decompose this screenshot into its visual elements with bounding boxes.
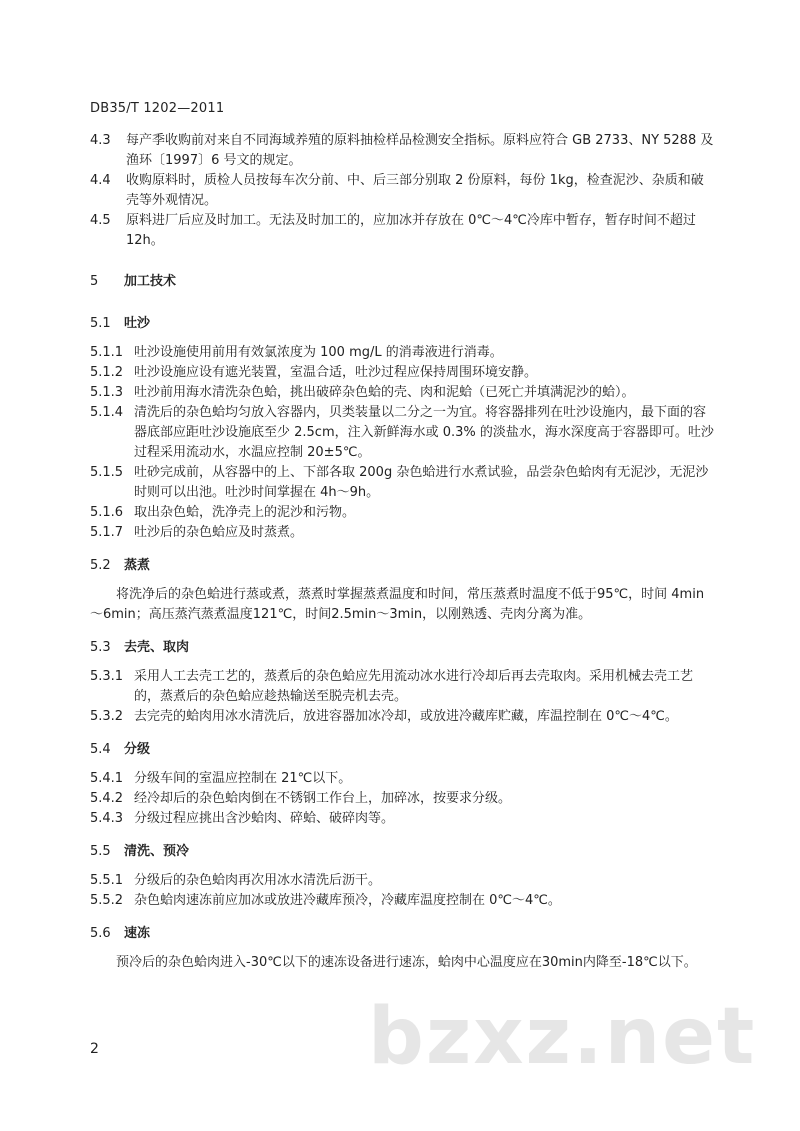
clause-text: 吐沙设施使用前用有效氯浓度为 100 mg/L 的消毒液进行消毒。 — [134, 345, 503, 360]
clause-4-5 — [90, 211, 716, 251]
subsection-title: 清洗、预冷 — [124, 844, 190, 859]
subsection-heading-5-6 — [90, 923, 716, 945]
section-heading-5 — [90, 271, 716, 293]
clause-text: 原料进厂后应及时加工。无法及时加工的，应加冰并存放在 0℃～4℃冷库中暂存，暂存时间不超过 12h。 — [126, 213, 696, 248]
clause-text: 去完壳的蛤肉用冰水清洗后，放进容器加冰冷却，或放进冷藏库贮藏，库温控制在 0℃～4℃。 — [134, 709, 678, 724]
clause-5-5-2 — [90, 891, 716, 911]
paragraph-5-6: 预冷后的杂色蛤肉进入-30℃以下的速冻设备进行速冻，蛤肉中心温度应在30min内降至-18℃以下。 — [116, 955, 697, 970]
subsection-number: 5.5 — [90, 844, 111, 859]
standard-code: DB35/T 1202—2011 — [90, 101, 225, 116]
clause-5-1-6 — [90, 503, 716, 523]
subsection-title: 去壳、取肉 — [124, 640, 190, 655]
clause-text: 每产季收购前对来自不同海域养殖的原料抽检样品检测安全指标。原料应符合 GB 2733、NY 5288 及渔环〔1997〕6 号文的规定。 — [126, 133, 714, 168]
subsection-number: 5.3 — [90, 640, 111, 655]
subsection-number: 5.6 — [90, 926, 111, 941]
clause-5-1-5 — [90, 463, 716, 503]
clause-5-4-3 — [90, 809, 716, 829]
clause-5-3-2 — [90, 707, 716, 727]
subsection-heading-5-3 — [90, 637, 716, 659]
subsection-heading-5-2 — [90, 555, 716, 577]
subsection-number: 5.2 — [90, 558, 111, 573]
subsection-title: 分级 — [124, 742, 151, 757]
clause-text: 取出杂色蛤，洗净壳上的泥沙和污物。 — [134, 505, 356, 520]
clause-5-5-1 — [90, 871, 716, 891]
clause-4-3 — [90, 131, 716, 171]
clause-number: 5.1.2 — [90, 365, 124, 380]
clause-text: 采用人工去壳工艺的，蒸煮后的杂色蛤应先用流动冰水进行冷却后再去壳取肉。采用机械去壳工艺的，蒸煮后的杂色蛤应趁热输送至脱壳机去壳。 — [134, 669, 694, 704]
clause-number: 5.1.1 — [90, 345, 124, 360]
clause-text: 吐沙后的杂色蛤应及时蒸煮。 — [134, 525, 304, 540]
clause-text: 吐沙前用海水清洗杂色蛤，挑出破碎杂色蛤的壳、肉和泥蛤（已死亡并填满泥沙的蛤）。 — [134, 385, 635, 400]
clause-5-1-2 — [90, 363, 716, 383]
subsection-heading-5-5 — [90, 841, 716, 863]
clause-text: 分级后的杂色蛤肉再次用冰水清洗后沥干。 — [134, 873, 382, 888]
clause-number: 5.1.6 — [90, 505, 124, 520]
clause-5-3-1 — [90, 667, 716, 707]
clause-text: 收购原料时，质检人员按每车次分前、中、后三部分别取 2 份原料，每份 1kg，检查泥沙、杂质和破壳等外观情况。 — [126, 173, 704, 208]
subsection-heading-5-1 — [90, 313, 716, 335]
clause-text: 吐沙设施应设有遮光装置，室温合适，吐沙过程应保持周围环境安静。 — [134, 365, 538, 380]
clause-number: 5.1.7 — [90, 525, 124, 540]
clause-number: 4.5 — [90, 213, 111, 228]
clause-5-1-3 — [90, 383, 716, 403]
page-number: 2 — [90, 1041, 99, 1057]
clause-5-4-1 — [90, 769, 716, 789]
clause-text: 清洗后的杂色蛤均匀放入容器内，贝类装量以二分之一为宜。将容器排列在吐沙设施内，最下面的容器底部应距吐沙设施底至少 2.5cm，注入新鲜海水或 0.3% 的淡盐水，海水深度高于容器即可。吐沙过程采用流动水，水温应控制 20±5℃。 — [134, 405, 714, 460]
clause-4-4 — [90, 171, 716, 211]
subsection-title: 蒸煮 — [124, 558, 151, 573]
subsection-number: 5.1 — [90, 316, 111, 331]
clause-5-1-7 — [90, 523, 716, 543]
clause-number: 5.4.3 — [90, 811, 124, 826]
section-title: 加工技术 — [124, 274, 177, 289]
clause-5-1-4 — [90, 403, 716, 463]
subsection-number: 5.4 — [90, 742, 111, 757]
clause-number: 5.5.2 — [90, 893, 124, 908]
clause-text: 经冷却后的杂色蛤肉倒在不锈钢工作台上，加碎冰，按要求分级。 — [134, 791, 512, 806]
clause-number: 4.3 — [90, 133, 111, 148]
paragraph-5-2: 将洗净后的杂色蛤进行蒸或煮，蒸煮时掌握蒸煮温度和时间，常压蒸煮时温度不低于95℃，时间 4min～6min；高压蒸汽蒸煮温度121℃，时间2.5min～3min，以刚熟透、壳肉分离为准。 — [90, 587, 705, 622]
clause-text: 杂色蛤肉速冻前应加冰或放进冷藏库预冷，冷藏库温度控制在 0℃～4℃。 — [134, 893, 561, 908]
clause-5-4-2 — [90, 789, 716, 809]
clause-number: 5.3.2 — [90, 709, 124, 724]
clause-5-1-1 — [90, 343, 716, 363]
clause-number: 5.1.4 — [90, 405, 124, 420]
clause-number: 5.5.1 — [90, 873, 124, 888]
document-body — [90, 131, 716, 973]
clause-text: 吐砂完成前，从容器中的上、下部各取 200g 杂色蛤进行水煮试验，品尝杂色蛤肉有无泥沙，无泥沙时则可以出池。吐沙时间掌握在 4h～9h。 — [134, 465, 709, 500]
clause-number: 4.4 — [90, 173, 111, 188]
clause-number: 5.1.3 — [90, 385, 124, 400]
watermark-text: bzxz.net — [368, 992, 757, 1082]
section-number: 5 — [90, 274, 99, 289]
subsection-title: 速冻 — [124, 926, 151, 941]
clause-text: 分级车间的室温应控制在 21℃以下。 — [134, 771, 352, 786]
clause-number: 5.3.1 — [90, 669, 124, 684]
subsection-heading-5-4 — [90, 739, 716, 761]
subsection-title: 吐沙 — [124, 316, 151, 331]
clause-number: 5.1.5 — [90, 465, 124, 480]
clause-number: 5.4.2 — [90, 791, 124, 806]
clause-number: 5.4.1 — [90, 771, 124, 786]
clause-text: 分级过程应挑出含沙蛤肉、碎蛤、破碎肉等。 — [134, 811, 395, 826]
